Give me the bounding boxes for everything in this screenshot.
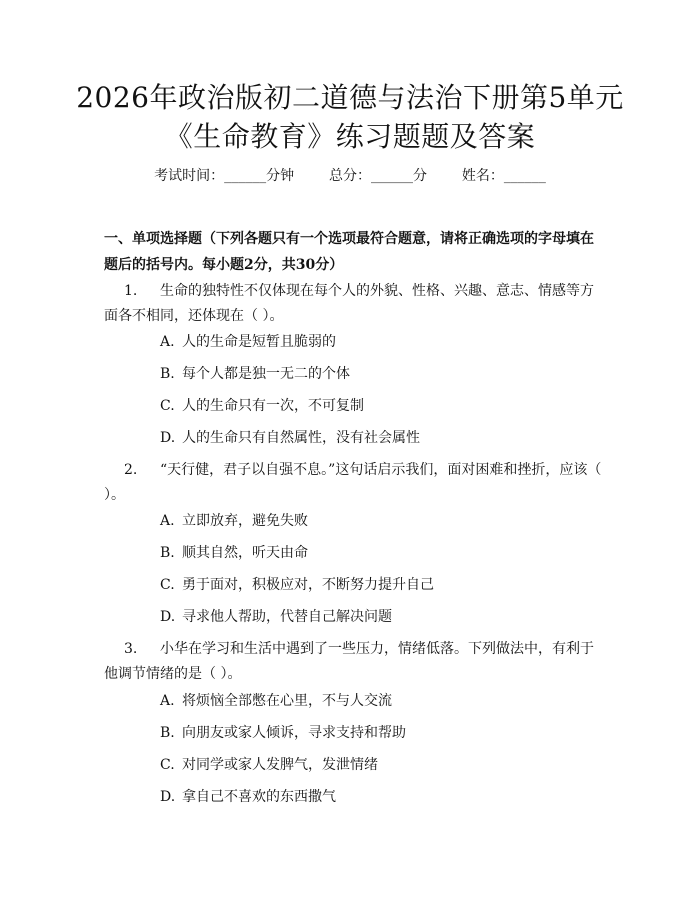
option-text: 人的生命只有自然属性，没有社会属性 (182, 430, 420, 446)
section-heading-single-choice: 一、单项选择题（下列各题只有一个选项最符合题意，请将正确选项的字母填在题后的括号内。每小题2分，共30分） (104, 231, 594, 273)
exam-time-field: 考试时间：______分钟 (154, 168, 295, 184)
option-letter: C. (160, 577, 175, 593)
option-text: 拿自己不喜欢的东西撒气 (182, 789, 336, 805)
question-3-option-c (160, 755, 600, 775)
option-letter: B. (160, 366, 175, 382)
document-title-line-2: 《生命教育》练习题题及答案 (164, 120, 536, 153)
question-2 (104, 458, 604, 508)
option-letter: B. (160, 545, 175, 561)
option-text: 人的生命只有一次，不可复制 (182, 398, 364, 414)
question-number: 1. (124, 283, 138, 299)
option-letter: A. (160, 334, 175, 350)
option-letter: C. (160, 398, 175, 414)
option-text: 人的生命是短暂且脆弱的 (182, 334, 336, 350)
student-name-field: 姓名：______ (461, 168, 546, 184)
question-2-option-d (160, 607, 600, 627)
question-text: “天行健，君子以自强不息。”这句话启示我们，面对困难和挫折，应该（ ）。 (104, 462, 602, 503)
option-text: 将烦恼全部憋在心里，不与人交流 (182, 693, 392, 709)
document-title-line-1: 2026年政治版初二道德与法治下册第5单元 (76, 81, 624, 114)
option-text: 对同学或家人发脾气，发泄情绪 (182, 757, 378, 773)
question-1 (104, 279, 604, 329)
option-letter: D. (160, 609, 176, 625)
question-2-option-c (160, 575, 600, 595)
option-letter: C. (160, 757, 175, 773)
option-letter: D. (160, 430, 176, 446)
option-text: 立即放弃，避免失败 (182, 513, 308, 529)
question-number: 2. (124, 462, 138, 478)
option-text: 每个人都是独一无二的个体 (182, 366, 350, 382)
option-letter: A. (160, 513, 175, 529)
option-text: 寻求他人帮助，代替自己解决问题 (182, 609, 392, 625)
option-letter: B. (160, 725, 175, 741)
question-3-option-a (160, 691, 600, 711)
question-3 (104, 637, 604, 687)
question-number: 3. (124, 641, 138, 657)
total-score-field: 总分：______分 (329, 168, 427, 184)
question-1-option-a (160, 332, 600, 352)
option-text: 顺其自然，听天由命 (182, 545, 308, 561)
question-1-option-b (160, 364, 600, 384)
question-text: 生命的独特性不仅体现在每个人的外貌、性格、兴趣、意志、情感等方面各不相同，还体现在（ ）。 (104, 283, 594, 324)
question-2-option-b (160, 543, 600, 563)
option-letter: D. (160, 789, 176, 805)
exam-info-line (0, 166, 700, 186)
question-text: 小华在学习和生活中遇到了一些压力，情绪低落。下列做法中，有利于他调节情绪的是（ ）。 (104, 641, 594, 682)
option-letter: A. (160, 693, 175, 709)
question-2-option-a (160, 511, 600, 531)
option-text: 向朋友或家人倾诉，寻求支持和帮助 (182, 725, 406, 741)
question-3-option-b (160, 723, 600, 743)
question-3-option-d (160, 787, 600, 807)
option-text: 勇于面对，积极应对，不断努力提升自己 (182, 577, 434, 593)
question-1-option-c (160, 396, 600, 416)
question-1-option-d (160, 428, 600, 448)
